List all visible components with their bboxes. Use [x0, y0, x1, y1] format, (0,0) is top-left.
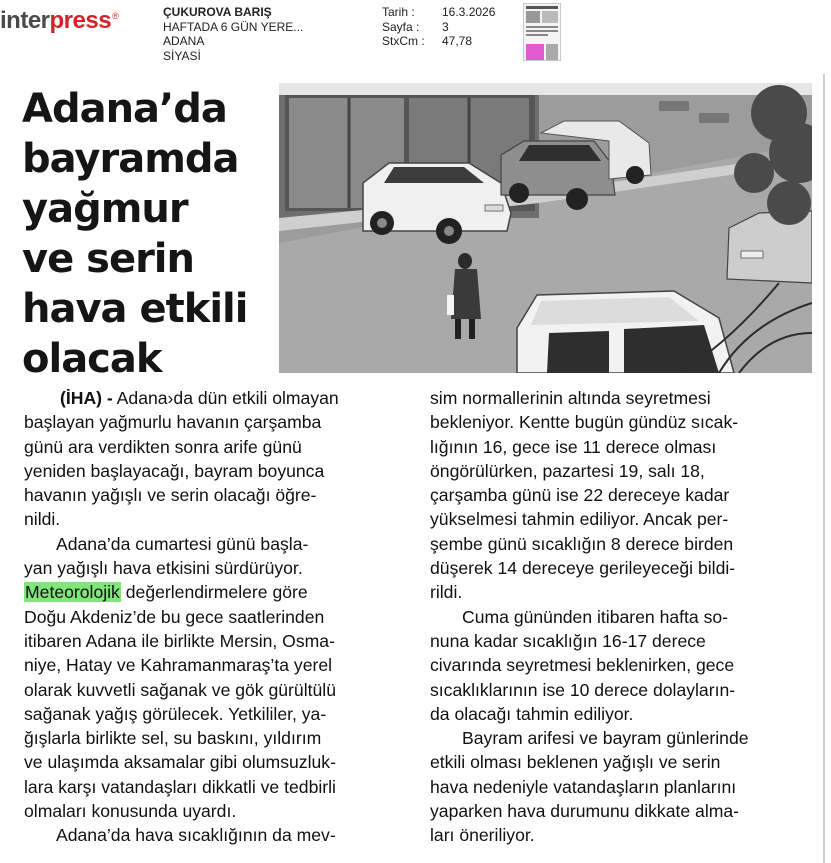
publication-category: SİYASİ	[163, 48, 201, 63]
headline-line: hava etkili	[22, 286, 248, 332]
text-line: sim normallerinin altında seyretmesi	[430, 388, 711, 408]
text-line: ları öneriliyor.	[430, 825, 535, 846]
text-line: da olacağı tahmin ediliyor.	[430, 703, 634, 724]
headline-line: Adana’da	[22, 86, 227, 132]
size-value: 47,78	[442, 34, 473, 48]
text-line: civarında seyretmesi beklenirken, gece	[430, 655, 735, 676]
text-line: günü ara verdikten sonra arife günü	[24, 436, 302, 457]
publication-city: ADANA	[163, 34, 205, 48]
text-line: rildi.	[430, 582, 463, 603]
publication-name: ÇUKUROVA BARIŞ	[163, 5, 272, 19]
text-line: çarşamba günü ise 22 dereceye kadar	[430, 485, 730, 506]
text-line: yan yağışlı hava etkisini sürdürüyor.	[24, 558, 303, 579]
text-line: yaparken hava durumunu dikkate alma-	[430, 801, 740, 822]
date-value: 16.3.2026	[442, 5, 496, 19]
headline-line: yağmur	[22, 186, 188, 232]
size-label: StxCm :	[382, 34, 425, 48]
text-line: nuna kadar sıcaklığın 16-17 derece	[430, 630, 706, 651]
headline-line: bayramda	[22, 136, 239, 182]
text-line: hava nedeniyle vatandaşların planlarını	[430, 776, 737, 797]
street-scene-illustration	[279, 83, 812, 373]
text-line: ve ulaşımda aksamalar gibi olumsuzluk-	[24, 752, 336, 773]
text-line: yükselmesi tahmin ediliyor. Ancak per-	[430, 509, 729, 530]
interpress-logo	[0, 6, 119, 40]
text-line: nildi.	[24, 509, 61, 530]
date-row	[382, 5, 495, 20]
text-line: etkili olması beklenen yağışlı ve serin	[430, 752, 721, 773]
headline-line: olacak	[22, 336, 162, 382]
headline	[22, 84, 277, 384]
text-line: havanın yağışlı ve serin olacağı öğre-	[24, 485, 317, 506]
logo-text: interpress	[0, 7, 112, 34]
publication-frequency: HAFTADA 6 GÜN YERE...	[163, 19, 304, 34]
text-line: niye, Hatay ve Kahramanmaraş’ta yerel	[24, 655, 333, 676]
text-line: lara karşı vatandaşları dikkatli ve tedbirli	[24, 776, 336, 797]
page-thumbnail[interactable]	[523, 3, 561, 61]
text-line: Adana’da hava sıcaklığının da mev-	[56, 825, 336, 846]
clip-meta	[163, 5, 303, 63]
page-value: 3	[442, 19, 449, 34]
text-line: (İHA) - Adana›da dün etkili olmayan	[60, 388, 339, 408]
text-line: Cuma gününden itibaren hafta so-	[462, 606, 729, 627]
text-line: öngörülürken, pazartesi 19, salı 18,	[430, 460, 705, 481]
text-line: olmaları konusunda uyardı.	[24, 801, 237, 822]
article-column-right	[430, 386, 806, 848]
headline-line: ve serin	[22, 236, 194, 282]
text-line: şembe günü sıcaklığın 8 derece birden	[430, 533, 734, 554]
text-line: Meteorolojik değerlendirmelere göre	[25, 582, 308, 603]
text-line: bekleniyor. Kentte bugün gündüz sıcak-	[430, 412, 739, 433]
text-line: Adana’da cumartesi günü başla-	[56, 533, 309, 554]
page-label: Sayfa :	[382, 19, 420, 34]
article-column-left	[24, 386, 410, 848]
page-row	[382, 20, 495, 35]
text-line: sıcaklıklarının ise 10 derece dolayların-	[430, 679, 736, 700]
text-line: lığının 16, gece ise 11 derece olması	[430, 436, 717, 457]
highlighted-keyword: Meteorolojik	[25, 582, 120, 603]
size-row	[382, 34, 495, 49]
text-line: Bayram arifesi ve bayram günlerinde	[462, 728, 749, 749]
article-photo	[279, 83, 812, 373]
text-line: yeniden başlayacağı, bayram boyunca	[24, 460, 325, 481]
date-label: Tarih :	[382, 5, 415, 19]
text-line: Doğu Akdeniz’de bu gece saatlerinden	[24, 606, 325, 627]
text-line: ğışlarla birlikte sel, su baskını, yıldırım	[24, 728, 322, 749]
text-line: başlayan yağmurlu havanın çarşamba	[24, 412, 322, 433]
text-line: olarak kuvvetli sağanak ve gök gürültülü	[24, 679, 336, 700]
registered-mark: ®	[112, 11, 119, 21]
column-divider	[823, 74, 825, 863]
text-line: itibaren Adana ile birlikte Mersin, Osma-	[24, 630, 335, 651]
agency-tag: (İHA) -	[60, 388, 113, 408]
text-line: sağanak yağış görülecek. Yetkililer, ya-	[24, 703, 327, 724]
text-line: düşerek 14 dereceye gerileyeceği bildi-	[430, 558, 736, 579]
clip-info	[382, 5, 495, 49]
